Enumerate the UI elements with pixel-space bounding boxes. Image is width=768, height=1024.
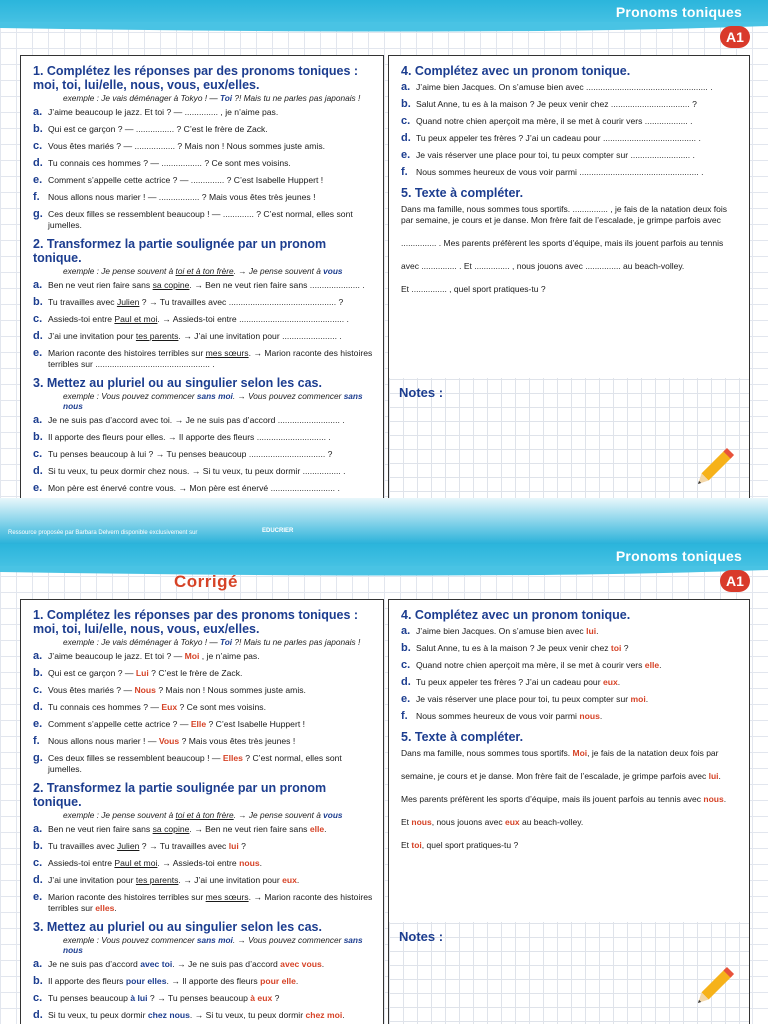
item-letter: a.	[33, 650, 43, 662]
answer-pronoun: avec vous	[280, 959, 322, 969]
exercise-item	[33, 415, 375, 426]
item-letter: e.	[33, 718, 43, 730]
item-text: Je ne suis pas d’accord avec toi. → Je ne suis pas d’accord avec vous.	[48, 959, 325, 969]
item-letter: d.	[33, 157, 43, 169]
answer-pronoun: nous	[239, 858, 260, 868]
section-3-title: 3. Mettez au pluriel ou au singulier selon les cas.	[33, 920, 322, 934]
item-letter: c.	[401, 659, 411, 671]
item-text: Nous sommes heureux de vous voir parmi .................................................. .	[416, 167, 704, 177]
item-letter: g.	[33, 752, 43, 764]
item-letter: c.	[33, 313, 43, 325]
exercise-item	[33, 668, 375, 679]
section-1-items	[33, 107, 375, 231]
item-letter: c.	[33, 448, 43, 460]
answer-pronoun: eux	[602, 677, 618, 687]
section-2-title: 2. Transformez la partie soulignée par un pronom tonique.	[33, 781, 327, 809]
section-5-answer-line: Et toi, quel sport pratiques-tu ?	[401, 840, 519, 850]
exercise-item	[33, 976, 375, 987]
section-5-line: avec ............... . Et ............... , nous jouons avec ............... au beach-volley.	[401, 261, 685, 271]
item-text: Si tu veux, tu peux dormir chez nous. → Si tu veux, tu peux dormir ................ .	[48, 466, 346, 476]
section-4-answers	[401, 626, 741, 722]
section-2-example: exemple : Je pense souvent à toi et à ton frère. → Je pense souvent à vous	[63, 266, 343, 276]
item-letter: c.	[33, 684, 43, 696]
underlined-phrase: mes sœurs	[205, 348, 249, 358]
item-text: J’ai une invitation pour tes parents. → J’ai une invitation pour eux.	[48, 875, 300, 885]
section-3-items	[33, 415, 375, 494]
exercise-item	[401, 150, 741, 161]
item-letter: e.	[401, 149, 411, 161]
item-letter: e.	[401, 693, 411, 705]
section-2-example: exemple : Je pense souvent à toi et à ton frère. → Je pense souvent à vous	[63, 810, 343, 820]
item-letter: d.	[401, 676, 411, 688]
section-5-answer-line: Dans ma famille, nous sommes tous sportifs. Moi, je fais de la natation deux fois par	[401, 748, 719, 758]
answer-key-page	[0, 544, 768, 1024]
section-4-title: 4. Complétez avec un pronom tonique.	[401, 64, 631, 78]
item-letter: a.	[33, 106, 43, 118]
exercise-item	[401, 694, 741, 705]
item-letter: a.	[401, 625, 411, 637]
section-5-line: ............... . Mes parents préfèrent les sports d’équipe, mais ils jouent parfois au tennis	[401, 238, 724, 248]
item-letter: d.	[33, 1009, 43, 1021]
item-text: Si tu veux, tu peux dormir chez nous. → Si tu veux, tu peux dormir chez moi.	[48, 1010, 345, 1020]
answer-pronoun: Elle	[190, 719, 207, 729]
exercise-item	[33, 993, 375, 1004]
answer-pronoun: Eux	[161, 702, 178, 712]
source-phrase: pour elles	[125, 976, 167, 986]
item-text: Ces deux filles se ressemblent beaucoup ! — Elles ? C’est normal, elles sont jumelles.	[48, 753, 342, 774]
item-text: Qui est ce garçon ? — ................ ? C’est le frère de Zack.	[48, 124, 268, 134]
footer-logo[interactable]: EDUCRIER	[262, 528, 294, 534]
exercise-item	[33, 141, 375, 152]
exercise-item	[33, 280, 375, 291]
item-text: Tu peux appeler tes frères ? J’ai un cadeau pour eux.	[416, 677, 621, 687]
exercise-item	[33, 297, 375, 308]
item-text: Ben ne veut rien faire sans sa copine. → Ben ne veut rien faire sans ..................... .	[48, 280, 365, 290]
item-letter: f.	[401, 710, 408, 722]
exercise-item	[401, 82, 741, 93]
item-letter: c.	[401, 115, 411, 127]
answer-pronoun: lui	[586, 626, 597, 636]
exercise-item	[33, 858, 375, 869]
exercise-item	[33, 651, 375, 662]
item-text: Je ne suis pas d’accord avec toi. → Je ne suis pas d’accord .......................... .	[48, 415, 345, 425]
pencil-icon	[685, 966, 735, 1016]
item-letter: f.	[401, 166, 408, 178]
section-1-title: 1. Complétez les réponses par des pronoms toniques : moi, toi, lui/elle, nous, vous, eux/elles.	[33, 64, 359, 92]
item-text: J’aime beaucoup le jazz. Et toi ? — .............. , je n’aime pas.	[48, 107, 279, 117]
section-5-answer-line: semaine, je cours et je danse. Mon frère fait de l’escalade, je grimpe parfois avec lui.	[401, 771, 721, 781]
item-text: Marion raconte des histoires terribles sur mes sœurs. → Marion raconte des histoires terribles sur ................................................ .	[48, 348, 373, 369]
underlined-phrase: tes parents	[135, 875, 179, 885]
item-text: Nous allons nous marier ! — Vous ? Mais vous êtes très jeunes !	[48, 736, 296, 746]
answer-pronoun: moi	[630, 694, 646, 704]
item-text: Je vais réserver une place pour toi, tu peux compter sur ......................... .	[416, 150, 695, 160]
answer-pronoun: Lui	[135, 668, 149, 678]
section-1-answers	[33, 651, 375, 775]
exercises-panel-left	[20, 55, 384, 504]
source-phrase: à lui	[130, 993, 148, 1003]
exercise-item	[401, 626, 741, 637]
exercise-item	[33, 449, 375, 460]
level-badge: A1	[720, 26, 750, 48]
answer-pronoun: nous	[579, 711, 600, 721]
exercise-item	[33, 753, 375, 775]
item-text: Tu travailles avec Julien ? → Tu travailles avec lui ?	[48, 841, 246, 851]
item-letter: c.	[33, 992, 43, 1004]
item-letter: b.	[33, 667, 43, 679]
exercise-item	[33, 1010, 375, 1021]
footer-credit: Ressource proposée par Barbara Delvern disponible exclusivement sur	[8, 530, 198, 536]
underlined-phrase: Julien	[116, 841, 140, 851]
exercise-item	[33, 483, 375, 494]
answers-panel-left	[20, 599, 384, 1024]
exercise-item	[33, 702, 375, 713]
section-5-line: Et ............... , quel sport pratiques-tu ?	[401, 284, 546, 294]
item-letter: d.	[33, 330, 43, 342]
item-letter: e.	[33, 482, 43, 494]
exercise-item	[33, 348, 375, 370]
item-letter: e.	[33, 891, 43, 903]
item-text: Quand notre chien aperçoit ma mère, il se met à courir vers .................. .	[416, 116, 693, 126]
item-text: Il apporte des fleurs pour elles. → Il apporte des fleurs pour elle.	[48, 976, 299, 986]
source-phrase: avec toi	[140, 959, 173, 969]
section-5-title: 5. Texte à compléter.	[401, 186, 524, 200]
item-text: Salut Anne, tu es à la maison ? Je peux venir chez ................................. ?	[416, 99, 697, 109]
item-text: Marion raconte des histoires terribles sur mes sœurs. → Marion raconte des histoires terribles sur elles.	[48, 892, 373, 913]
answer-pronoun: elle	[644, 660, 660, 670]
underlined-phrase: Julien	[116, 297, 140, 307]
exercises-panel-right	[388, 55, 750, 520]
exercise-item	[33, 685, 375, 696]
item-text: Assieds-toi entre Paul et moi. → Assieds-toi entre nous.	[48, 858, 263, 868]
answer-pronoun: Moi	[184, 651, 200, 661]
header-title: Pronoms toniques	[615, 4, 742, 20]
underlined-phrase: sa copine	[152, 280, 190, 290]
exercise-item	[33, 158, 375, 169]
item-letter: b.	[401, 642, 411, 654]
exercise-item	[401, 677, 741, 688]
answer-pronoun: Nous	[134, 685, 156, 695]
pencil-icon	[685, 447, 735, 497]
item-letter: c.	[33, 140, 43, 152]
exercise-item	[401, 660, 741, 671]
exercise-item	[401, 167, 741, 178]
item-text: Tu peux appeler tes frères ? J’ai un cadeau pour ....................................... .	[416, 133, 701, 143]
item-letter: a.	[33, 279, 43, 291]
answer-pronoun: elle	[309, 824, 325, 834]
underlined-phrase: sa copine	[152, 824, 190, 834]
section-4-title: 4. Complétez avec un pronom tonique.	[401, 608, 631, 622]
section-2-items	[33, 280, 375, 370]
exercise-item	[33, 192, 375, 203]
exercise-item	[33, 314, 375, 325]
exercise-item	[33, 875, 375, 886]
item-text: Qui est ce garçon ? — Lui ? C’est le frère de Zack.	[48, 668, 243, 678]
section-3-example: exemple : Vous pouvez commencer sans moi. → Vous pouvez commencer sans nous	[63, 391, 363, 411]
answer-pronoun: Elles	[222, 753, 243, 763]
section-3-example: exemple : Vous pouvez commencer sans moi. → Vous pouvez commencer sans nous	[63, 935, 363, 955]
answer-pronoun: eux	[282, 875, 297, 885]
item-letter: e.	[33, 174, 43, 186]
item-text: Quand notre chien aperçoit ma mère, il se met à courir vers elle.	[416, 660, 662, 670]
item-letter: d.	[33, 701, 43, 713]
exercise-item	[33, 959, 375, 970]
exercise-item	[33, 107, 375, 118]
item-text: Vous êtes mariés ? — ................. ? Mais non ! Nous sommes juste amis.	[48, 141, 326, 151]
item-letter: a.	[33, 414, 43, 426]
header-wave	[0, 566, 768, 580]
answer-pronoun: toi	[610, 643, 622, 653]
notes-title: Notes :	[399, 929, 444, 944]
exercise-item	[33, 175, 375, 186]
item-letter: d.	[33, 465, 43, 477]
item-text: J’aime beaucoup le jazz. Et toi ? — Moi , je n’aime pas.	[48, 651, 260, 661]
section-4-items	[401, 82, 741, 178]
item-text: Tu connais ces hommes ? — ................. ? Ce sont mes voisins.	[48, 158, 291, 168]
item-letter: f.	[33, 735, 40, 747]
item-letter: b.	[33, 296, 43, 308]
exercise-item	[401, 711, 741, 722]
section-1-example: exemple : Je vais déménager à Tokyo ! — Toi ?! Mais tu ne parles pas japonais !	[63, 93, 361, 103]
answer-pronoun: Vous	[158, 736, 180, 746]
header-title: Pronoms toniques	[615, 548, 742, 564]
item-letter: d.	[401, 132, 411, 144]
answer-pronoun: pour elle	[260, 976, 296, 986]
item-text: Je vais réserver une place pour toi, tu peux compter sur moi.	[416, 694, 649, 704]
item-text: Tu penses beaucoup à lui ? → Tu penses beaucoup ................................ ?	[48, 449, 333, 459]
item-letter: g.	[33, 208, 43, 220]
item-text: Vous êtes mariés ? — Nous ? Mais non ! Nous sommes juste amis.	[48, 685, 306, 695]
item-text: Nous allons nous marier ! — ................. ? Mais vous êtes très jeunes !	[48, 192, 316, 202]
exercise-item	[33, 209, 375, 231]
header-wave	[0, 22, 768, 36]
item-text: Nous sommes heureux de vous voir parmi nous.	[416, 711, 603, 721]
exercise-item	[401, 133, 741, 144]
section-5-title: 5. Texte à compléter.	[401, 730, 524, 744]
item-text: Tu penses beaucoup à lui ? → Tu penses beaucoup à eux ?	[48, 993, 280, 1003]
answer-pronoun: à eux	[250, 993, 273, 1003]
item-letter: b.	[33, 840, 43, 852]
exercise-item	[401, 643, 741, 654]
item-letter: b.	[33, 975, 43, 987]
item-letter: f.	[33, 191, 40, 203]
section-5-line: Dans ma famille, nous sommes tous sportifs. ............... , je fais de la natation deux fois par semaine, je cours et je danse. Mon frère fait de l’escalade, je grimpe parfois avec	[401, 204, 727, 225]
exercise-item	[33, 841, 375, 852]
item-text: Mon père est énervé contre vous. → Mon père est énervé ........................... .	[48, 483, 340, 493]
answer-key-title: Corrigé	[174, 572, 238, 591]
footer-band	[0, 498, 768, 544]
item-letter: e.	[33, 347, 43, 359]
notes-area	[389, 922, 749, 1024]
item-text: Ces deux filles se ressemblent beaucoup ! — ............. ? C’est normal, elles sont jumelles.	[48, 209, 353, 230]
exercise-item	[33, 466, 375, 477]
item-text: Comment s’appelle cette actrice ? — .............. ? C’est Isabelle Huppert !	[48, 175, 324, 185]
item-text: Tu travailles avec Julien ? → Tu travailles avec ............................................. ?	[48, 297, 344, 307]
exercise-item	[33, 719, 375, 730]
exercise-item	[33, 432, 375, 443]
section-3-answers	[33, 959, 375, 1021]
source-phrase: chez nous	[147, 1010, 190, 1020]
item-letter: b.	[33, 123, 43, 135]
exercise-item	[401, 99, 741, 110]
item-text: Ben ne veut rien faire sans sa copine. → Ben ne veut rien faire sans elle.	[48, 824, 327, 834]
answer-pronoun: lui	[228, 841, 239, 851]
item-text: J’ai une invitation pour tes parents. → J’ai une invitation pour ....................... .	[48, 331, 342, 341]
level-badge: A1	[720, 570, 750, 592]
item-text: Comment s’appelle cette actrice ? — Elle ? C’est Isabelle Huppert !	[48, 719, 305, 729]
item-letter: b.	[33, 431, 43, 443]
section-2-answers	[33, 824, 375, 914]
item-letter: a.	[33, 958, 43, 970]
underlined-phrase: tes parents	[135, 331, 179, 341]
exercise-item	[401, 116, 741, 127]
item-text: Assieds-toi entre Paul et moi. → Assieds-toi entre ............................................ .	[48, 314, 349, 324]
underlined-phrase: mes sœurs	[205, 892, 249, 902]
item-letter: a.	[401, 81, 411, 93]
answer-pronoun: chez moi	[305, 1010, 343, 1020]
section-2-title: 2. Transformez la partie soulignée par un pronom tonique.	[33, 237, 327, 265]
section-3-title: 3. Mettez au pluriel ou au singulier selon les cas.	[33, 376, 322, 390]
answer-pronoun: elles	[95, 903, 115, 913]
item-letter: b.	[401, 98, 411, 110]
exercise-item	[33, 124, 375, 135]
answers-panel-right	[388, 599, 750, 1024]
exercise-item	[33, 331, 375, 342]
exercise-item	[33, 892, 375, 914]
section-1-example: exemple : Je vais déménager à Tokyo ! — Toi ?! Mais tu ne parles pas japonais !	[63, 637, 361, 647]
item-letter: a.	[33, 823, 43, 835]
underlined-phrase: Paul et moi	[114, 314, 158, 324]
exercise-item	[33, 736, 375, 747]
section-5-answer-line: Mes parents préfèrent les sports d’équipe, mais ils jouent parfois au tennis avec nous.	[401, 794, 727, 804]
section-5-answer-line: Et nous, nous jouons avec eux au beach-volley.	[401, 817, 584, 827]
exercise-item	[33, 824, 375, 835]
item-text: Salut Anne, tu es à la maison ? Je peux venir chez toi ?	[416, 643, 629, 653]
item-letter: d.	[33, 874, 43, 886]
item-text: Il apporte des fleurs pour elles. → Il apporte des fleurs ............................. .	[48, 432, 331, 442]
item-text: Tu connais ces hommes ? — Eux ? Ce sont mes voisins.	[48, 702, 266, 712]
underlined-phrase: Paul et moi	[114, 858, 158, 868]
item-text: J’aime bien Jacques. On s’amuse bien avec lui.	[416, 626, 599, 636]
section-1-title: 1. Complétez les réponses par des pronoms toniques : moi, toi, lui/elle, nous, vous, eux/elles.	[33, 608, 359, 636]
notes-title: Notes :	[399, 385, 444, 400]
item-letter: c.	[33, 857, 43, 869]
item-text: J’aime bien Jacques. On s’amuse bien avec ................................................... .	[416, 82, 713, 92]
